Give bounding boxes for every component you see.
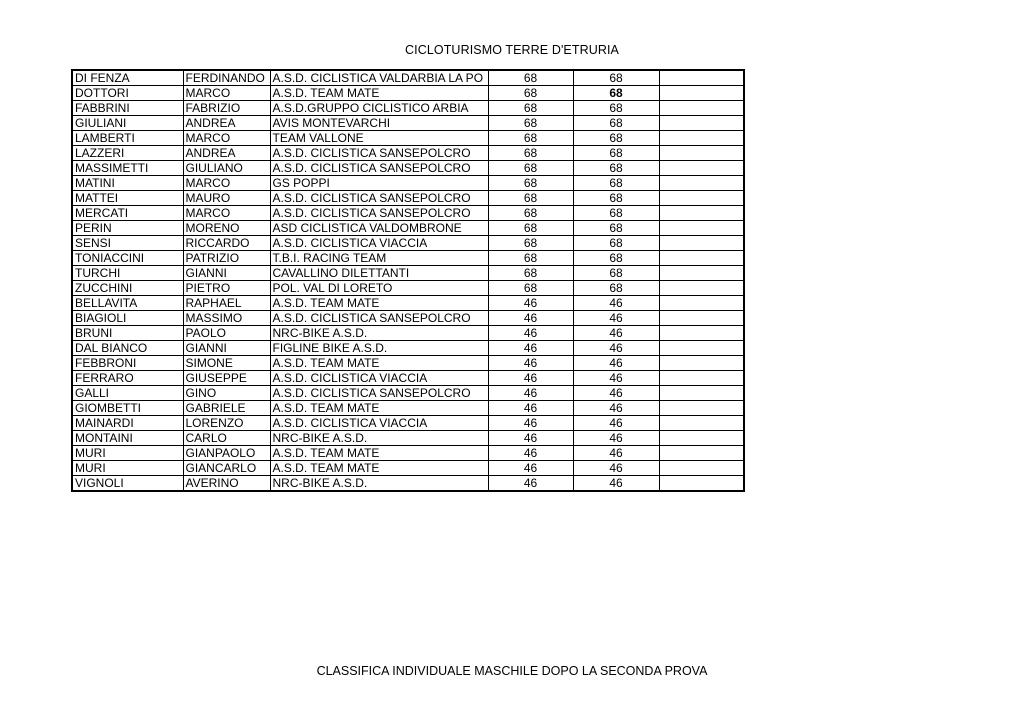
empty-cell [659, 401, 744, 416]
team-cell: A.S.D. CICLISTICA SANSEPOLCRO [270, 161, 488, 176]
empty-cell [659, 281, 744, 296]
points-cell: 68 [488, 70, 573, 86]
points-cell: 68 [488, 236, 573, 251]
table-row [72, 131, 744, 146]
empty-cell [659, 371, 744, 386]
points-cell: 68 [488, 101, 573, 116]
total-points-cell: 68 [573, 116, 659, 131]
surname-cell: FABBRINI [72, 101, 183, 116]
surname-cell: LAZZERI [72, 146, 183, 161]
surname-cell: MONTAINI [72, 431, 183, 446]
team-cell: A.S.D. TEAM MATE [270, 86, 488, 101]
table-row [72, 86, 744, 101]
team-cell: NRC-BIKE A.S.D. [270, 326, 488, 341]
surname-cell: DOTTORI [72, 86, 183, 101]
surname-cell: FEBBRONI [72, 356, 183, 371]
team-cell: CAVALLINO DILETTANTI [270, 266, 488, 281]
table-row [72, 206, 744, 221]
table-row [72, 70, 744, 86]
empty-cell [659, 176, 744, 191]
first-name-cell: ANDREA [183, 116, 270, 131]
surname-cell: BIAGIOLI [72, 311, 183, 326]
points-cell: 68 [488, 146, 573, 161]
empty-cell [659, 70, 744, 86]
empty-cell [659, 131, 744, 146]
team-cell: POL. VAL DI LORETO [270, 281, 488, 296]
points-cell: 46 [488, 341, 573, 356]
first-name-cell: FABRIZIO [183, 101, 270, 116]
points-cell: 46 [488, 476, 573, 492]
standings-table [71, 69, 745, 492]
surname-cell: MERCATI [72, 206, 183, 221]
team-cell: A.S.D. CICLISTICA VIACCIA [270, 371, 488, 386]
first-name-cell: LORENZO [183, 416, 270, 431]
page-title: CICLOTURISMO TERRE D'ETRURIA [405, 43, 619, 57]
points-cell: 46 [488, 386, 573, 401]
first-name-cell: MASSIMO [183, 311, 270, 326]
points-cell: 68 [488, 176, 573, 191]
points-cell: 46 [488, 326, 573, 341]
table-row [72, 431, 744, 446]
table-row [72, 401, 744, 416]
team-cell: A.S.D. TEAM MATE [270, 356, 488, 371]
surname-cell: MURI [72, 461, 183, 476]
first-name-cell: MARCO [183, 131, 270, 146]
surname-cell: MATTEI [72, 191, 183, 206]
first-name-cell: MARCO [183, 86, 270, 101]
team-cell: A.S.D. CICLISTICA SANSEPOLCRO [270, 206, 488, 221]
team-cell: T.B.I. RACING TEAM [270, 251, 488, 266]
team-cell: A.S.D. CICLISTICA VIACCIA [270, 416, 488, 431]
table-row [72, 311, 744, 326]
table-row [72, 191, 744, 206]
empty-cell [659, 101, 744, 116]
table-row [72, 461, 744, 476]
first-name-cell: AVERINO [183, 476, 270, 492]
table-row [72, 221, 744, 236]
empty-cell [659, 476, 744, 492]
points-cell: 68 [488, 221, 573, 236]
points-cell: 68 [488, 86, 573, 101]
total-points-cell: 46 [573, 476, 659, 492]
points-cell: 68 [488, 191, 573, 206]
first-name-cell: PAOLO [183, 326, 270, 341]
points-cell: 46 [488, 356, 573, 371]
table-row [72, 101, 744, 116]
total-points-cell: 68 [573, 131, 659, 146]
first-name-cell: PATRIZIO [183, 251, 270, 266]
surname-cell: PERIN [72, 221, 183, 236]
empty-cell [659, 356, 744, 371]
empty-cell [659, 266, 744, 281]
surname-cell: TONIACCINI [72, 251, 183, 266]
table-row [72, 176, 744, 191]
team-cell: A.S.D. TEAM MATE [270, 401, 488, 416]
team-cell: NRC-BIKE A.S.D. [270, 431, 488, 446]
total-points-cell: 68 [573, 101, 659, 116]
points-cell: 46 [488, 371, 573, 386]
total-points-cell: 46 [573, 356, 659, 371]
empty-cell [659, 416, 744, 431]
surname-cell: DI FENZA [72, 70, 183, 86]
team-cell: TEAM VALLONE [270, 131, 488, 146]
table-row [72, 371, 744, 386]
empty-cell [659, 86, 744, 101]
team-cell: FIGLINE BIKE A.S.D. [270, 341, 488, 356]
table-row [72, 416, 744, 431]
points-cell: 46 [488, 431, 573, 446]
team-cell: NRC-BIKE A.S.D. [270, 476, 488, 492]
surname-cell: MATINI [72, 176, 183, 191]
surname-cell: TURCHI [72, 266, 183, 281]
table-row [72, 446, 744, 461]
points-cell: 68 [488, 161, 573, 176]
total-points-cell: 68 [573, 266, 659, 281]
table-row [72, 161, 744, 176]
total-points-cell: 68 [573, 70, 659, 86]
points-cell: 68 [488, 266, 573, 281]
total-points-cell: 46 [573, 371, 659, 386]
first-name-cell: GIANNI [183, 266, 270, 281]
points-cell: 68 [488, 131, 573, 146]
surname-cell: GIULIANI [72, 116, 183, 131]
first-name-cell: ANDREA [183, 146, 270, 161]
empty-cell [659, 341, 744, 356]
table-row [72, 116, 744, 131]
total-points-cell: 46 [573, 341, 659, 356]
first-name-cell: PIETRO [183, 281, 270, 296]
first-name-cell: RAPHAEL [183, 296, 270, 311]
team-cell: A.S.D. CICLISTICA SANSEPOLCRO [270, 146, 488, 161]
empty-cell [659, 311, 744, 326]
empty-cell [659, 326, 744, 341]
surname-cell: FERRARO [72, 371, 183, 386]
empty-cell [659, 221, 744, 236]
table-row [72, 476, 744, 492]
total-points-cell: 68 [573, 221, 659, 236]
total-points-cell: 46 [573, 296, 659, 311]
first-name-cell: CARLO [183, 431, 270, 446]
table-row [72, 251, 744, 266]
team-cell: A.S.D. CICLISTICA VALDARBIA LA PO [270, 70, 488, 86]
empty-cell [659, 236, 744, 251]
empty-cell [659, 431, 744, 446]
team-cell: GS POPPI [270, 176, 488, 191]
first-name-cell: GINO [183, 386, 270, 401]
points-cell: 68 [488, 281, 573, 296]
total-points-cell: 68 [573, 251, 659, 266]
total-points-cell: 46 [573, 431, 659, 446]
total-points-cell: 68 [573, 236, 659, 251]
first-name-cell: MARCO [183, 206, 270, 221]
empty-cell [659, 461, 744, 476]
team-cell: AVIS MONTEVARCHI [270, 116, 488, 131]
surname-cell: SENSI [72, 236, 183, 251]
empty-cell [659, 446, 744, 461]
empty-cell [659, 191, 744, 206]
surname-cell: VIGNOLI [72, 476, 183, 492]
first-name-cell: MARCO [183, 176, 270, 191]
total-points-cell: 68 [573, 206, 659, 221]
first-name-cell: SIMONE [183, 356, 270, 371]
total-points-cell: 46 [573, 386, 659, 401]
table-row [72, 326, 744, 341]
points-cell: 46 [488, 416, 573, 431]
page-footer: CLASSIFICA INDIVIDUALE MASCHILE DOPO LA SECONDA PROVA [316, 664, 708, 678]
total-points-cell: 46 [573, 461, 659, 476]
surname-cell: MAINARDI [72, 416, 183, 431]
total-points-cell: 68 [573, 281, 659, 296]
team-cell: A.S.D. TEAM MATE [270, 296, 488, 311]
surname-cell: ZUCCHINI [72, 281, 183, 296]
total-points-cell: 46 [573, 416, 659, 431]
surname-cell: GALLI [72, 386, 183, 401]
table-row [72, 356, 744, 371]
first-name-cell: GIANPAOLO [183, 446, 270, 461]
empty-cell [659, 386, 744, 401]
points-cell: 46 [488, 461, 573, 476]
total-points-cell: 68 [573, 161, 659, 176]
points-cell: 68 [488, 206, 573, 221]
first-name-cell: GIUSEPPE [183, 371, 270, 386]
total-points-cell: 46 [573, 446, 659, 461]
table-row [72, 266, 744, 281]
team-cell: A.S.D. CICLISTICA SANSEPOLCRO [270, 191, 488, 206]
surname-cell: BELLAVITA [72, 296, 183, 311]
points-cell: 46 [488, 311, 573, 326]
team-cell: A.S.D. CICLISTICA SANSEPOLCRO [270, 386, 488, 401]
empty-cell [659, 161, 744, 176]
total-points-cell: 46 [573, 311, 659, 326]
first-name-cell: GIANCARLO [183, 461, 270, 476]
team-cell: A.S.D. TEAM MATE [270, 446, 488, 461]
first-name-cell: MORENO [183, 221, 270, 236]
first-name-cell: MAURO [183, 191, 270, 206]
first-name-cell: GIULIANO [183, 161, 270, 176]
team-cell: ASD CICLISTICA VALDOMBRONE [270, 221, 488, 236]
first-name-cell: GABRIELE [183, 401, 270, 416]
table-row [72, 341, 744, 356]
points-cell: 46 [488, 446, 573, 461]
points-cell: 46 [488, 401, 573, 416]
total-points-cell: 46 [573, 326, 659, 341]
surname-cell: MURI [72, 446, 183, 461]
table-row [72, 281, 744, 296]
total-points-cell: 68 [573, 146, 659, 161]
team-cell: A.S.D.GRUPPO CICLISTICO ARBIA [270, 101, 488, 116]
empty-cell [659, 146, 744, 161]
team-cell: A.S.D. TEAM MATE [270, 461, 488, 476]
surname-cell: GIOMBETTI [72, 401, 183, 416]
standings-body [72, 70, 744, 491]
points-cell: 46 [488, 296, 573, 311]
total-points-cell: 68 [573, 191, 659, 206]
surname-cell: LAMBERTI [72, 131, 183, 146]
empty-cell [659, 296, 744, 311]
table-row [72, 296, 744, 311]
total-points-cell: 68 [573, 176, 659, 191]
surname-cell: BRUNI [72, 326, 183, 341]
empty-cell [659, 116, 744, 131]
points-cell: 68 [488, 116, 573, 131]
surname-cell: MASSIMETTI [72, 161, 183, 176]
table-row [72, 386, 744, 401]
empty-cell [659, 206, 744, 221]
first-name-cell: FERDINANDO [183, 70, 270, 86]
table-row [72, 146, 744, 161]
points-cell: 68 [488, 251, 573, 266]
empty-cell [659, 251, 744, 266]
total-points-cell: 46 [573, 401, 659, 416]
team-cell: A.S.D. CICLISTICA VIACCIA [270, 236, 488, 251]
table-row [72, 236, 744, 251]
first-name-cell: GIANNI [183, 341, 270, 356]
total-points-cell: 68 [573, 86, 659, 101]
team-cell: A.S.D. CICLISTICA SANSEPOLCRO [270, 311, 488, 326]
surname-cell: DAL BIANCO [72, 341, 183, 356]
first-name-cell: RICCARDO [183, 236, 270, 251]
